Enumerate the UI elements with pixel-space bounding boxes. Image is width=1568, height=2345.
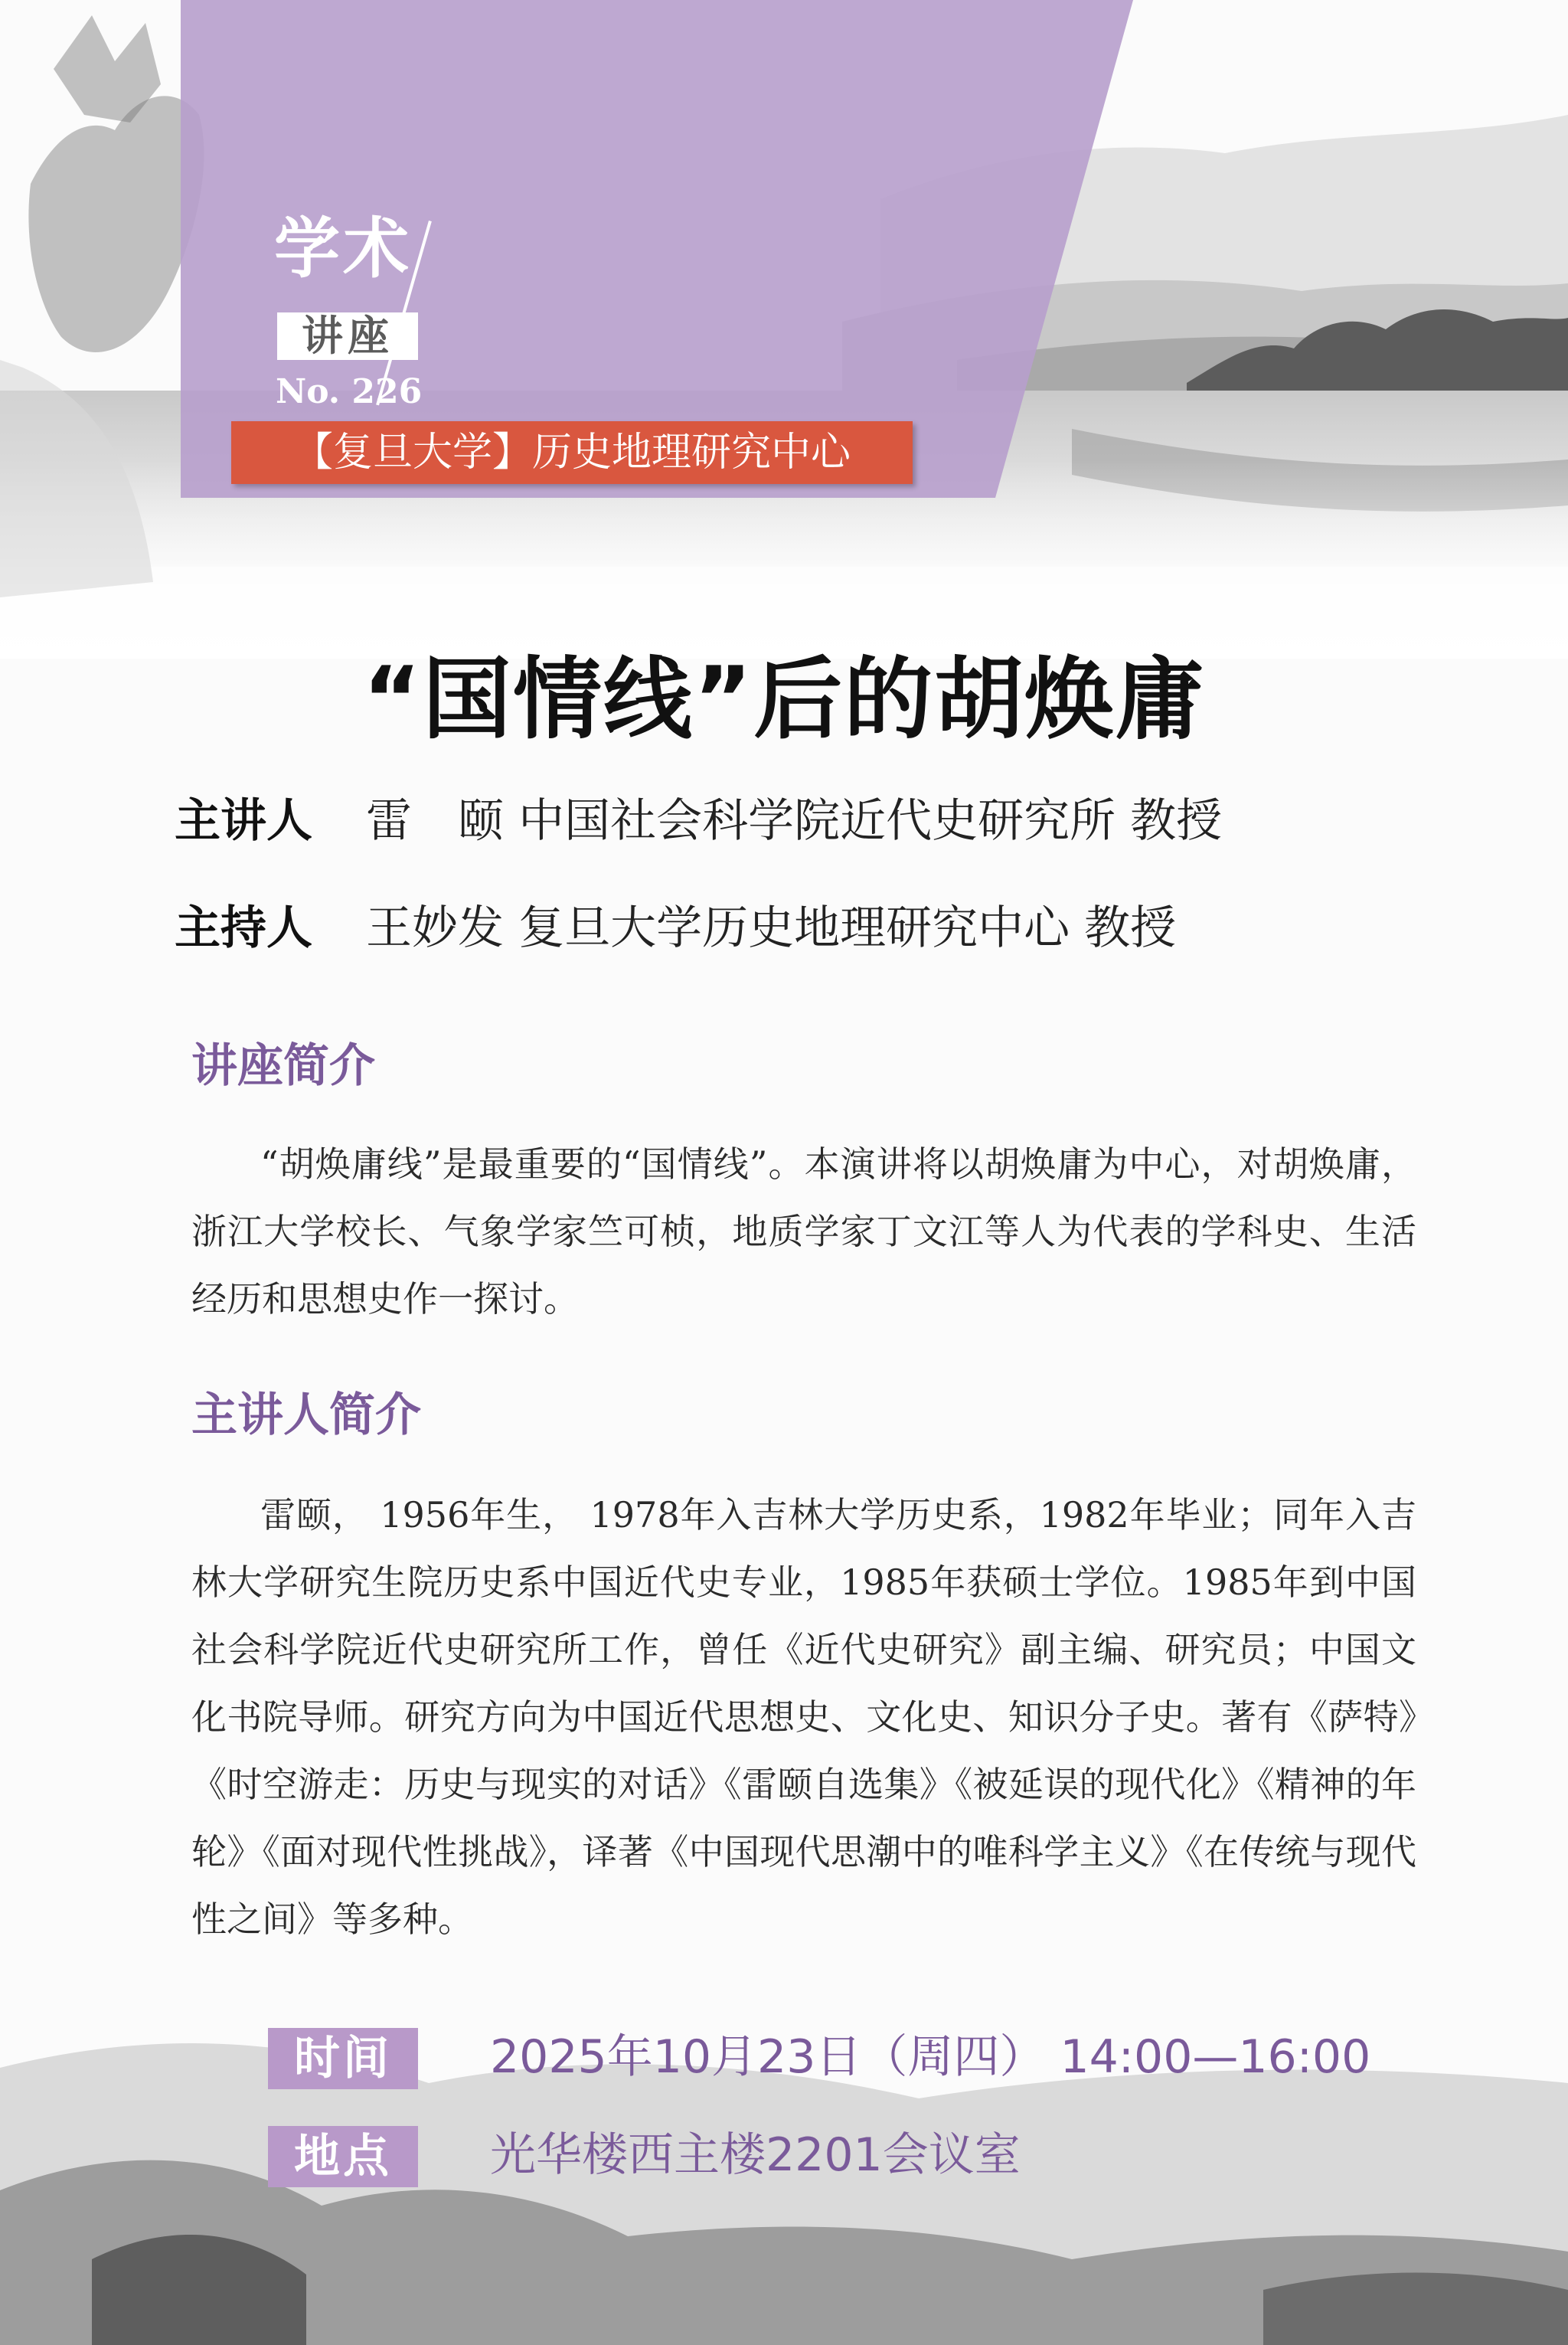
place-label: 地点 bbox=[268, 2126, 418, 2187]
time-label: 时间 bbox=[268, 2028, 418, 2089]
host-row bbox=[175, 901, 1177, 955]
bio-heading: 主讲人简介 bbox=[191, 1388, 421, 1442]
place-value: 光华楼西主楼2201会议室 bbox=[490, 2128, 1021, 2182]
intro-heading: 讲座简介 bbox=[191, 1039, 375, 1093]
host-label: 主持人 bbox=[175, 901, 312, 955]
speaker-info: 雷 颐 中国社会科学院近代史研究所 教授 bbox=[366, 794, 1223, 848]
series-subtitle: 讲座 bbox=[277, 312, 418, 360]
time-value: 2025年10月23日（周四） 14:00—16:00 bbox=[490, 2030, 1371, 2084]
host-info: 王妙发 复旦大学历史地理研究中心 教授 bbox=[366, 901, 1177, 955]
organizer-tag: 【复旦大学】历史地理研究中心 bbox=[231, 421, 913, 484]
lecture-title: “国情线”后的胡焕庸 bbox=[362, 648, 1206, 751]
speaker-row bbox=[175, 794, 1223, 848]
speaker-label: 主讲人 bbox=[175, 794, 312, 848]
series-title: 学术 bbox=[274, 211, 412, 287]
intro-text: “胡焕庸线”是最重要的“国情线”。本演讲将以胡焕庸为中心，对胡焕庸，浙江大学校长、气象学家竺可桢，地质学家丁文江等人为代表的学科史、生活经历和思想史作一探讨。 bbox=[191, 1143, 1416, 1320]
series-number: No. 226 bbox=[276, 372, 423, 411]
bio-text: 雷颐， 1956年生， 1978年入吉林大学历史系，1982年毕业；同年入吉林大学研究生院历史系中国近代史专业，1985年获硕士学位。1985年到中国社会科学院近代史研究所工作，曾任《近代史研究》副主编、研究员；中国文化书院导师。研究方向为中国近代思想史、文化史、知识分子史。著有《萨特》《时空游走：历史与现实的对话》《雷颐自选集》《被延误的现代化》《精神的年轮》《面对现代性挑战》，译著《中国现代思潮中的唯科学主义》《在传统与现代性之间》等多种。 bbox=[191, 1494, 1416, 1940]
